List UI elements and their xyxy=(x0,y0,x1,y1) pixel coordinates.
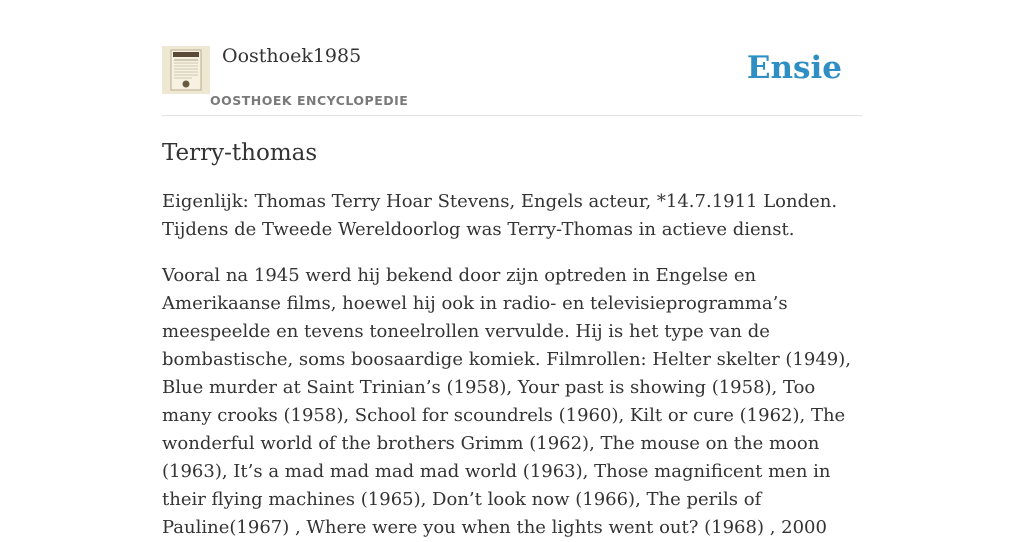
header xyxy=(162,0,862,116)
article-paragraph: Vooral na 1945 werd hij bekend door zijn optreden in Engelse en Amerikaanse films, hoewel hij ook in radio- en televisieprogramma’s meespeelde en tevens toneelrollen vervulde. Hij is het type van de bombastische, soms boosaardige komiek. Filmrollen: Helter skelter (1949), Blue murder at Saint Trinian’s (1958), Your past is showing (1958), Too many crooks (1958), School for scoundrels (1960), Kilt or cure (1962), The wonderful world of the brothers Grimm (1962), The mouse on the moon (1963), It’s a mad mad mad mad world (1963), Those magnificent men in their flying machines (1965), Don’t look now (1966), The perils of Pauline(1967) , Where were you when the lights went out? (1968) , 2000 xyxy=(162,265,851,538)
page-container xyxy=(162,0,862,542)
article-paragraph: Eigenlijk: Thomas Terry Hoar Stevens, Engels acteur, *14.7.1911 Londen. Tijdens de Tweede Wereldoorlog was Terry-Thomas in actieve dienst. xyxy=(162,191,838,240)
brand-logo[interactable]: Ensie xyxy=(746,50,842,86)
article-title: Terry-thomas xyxy=(162,140,318,166)
encyclopedia-cover-icon xyxy=(162,46,210,94)
avatar[interactable] xyxy=(162,46,210,94)
author-name[interactable]: Oosthoek1985 xyxy=(222,45,362,67)
source-name[interactable]: OOSTHOEK ENCYCLOPEDIE xyxy=(210,93,409,108)
